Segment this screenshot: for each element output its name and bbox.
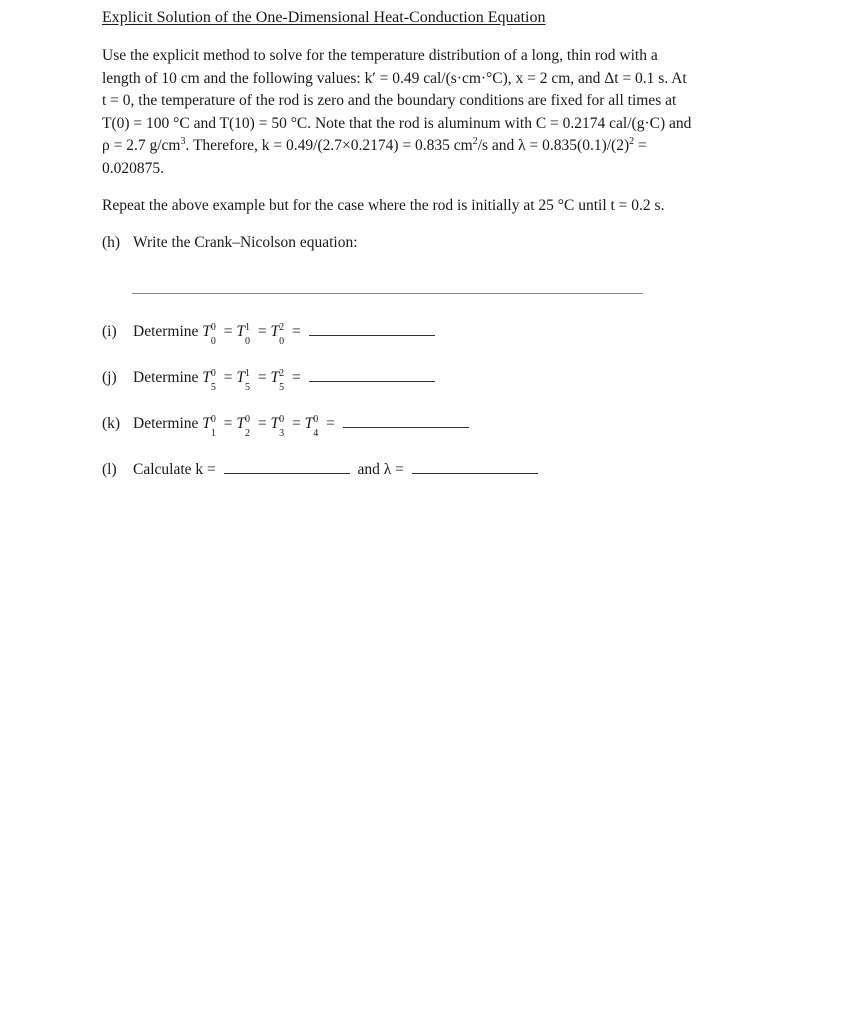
equals-sign: = — [219, 369, 237, 386]
equals-sign: = — [254, 323, 271, 340]
temperature-symbol: T — [202, 415, 211, 432]
question-i-label: (i) — [102, 323, 117, 340]
statement-line-2: length of 10 cm and the following values: k′ = 0.49 cal/(s·cm·°C), x = 2 cm, and Δt = 0.1 s. At — [102, 69, 687, 87]
question-j-equation — [202, 368, 301, 393]
question-i — [102, 321, 435, 347]
time-space-index: 0 0 — [210, 322, 216, 347]
equals-sign: = — [288, 415, 305, 432]
problem-statement — [102, 45, 743, 180]
temperature-symbol: T — [236, 415, 246, 432]
question-h-text: Write the Crank–Nicolson equation: — [133, 234, 358, 251]
time-space-index: 1 0 — [245, 322, 251, 347]
answer-blank-lambda-value[interactable] — [412, 459, 538, 474]
answer-blank-j[interactable] — [309, 367, 435, 382]
question-k — [102, 413, 469, 439]
time-space-index: 0 3 — [279, 414, 285, 439]
temperature-symbol: T — [270, 415, 280, 432]
equals-sign: = — [322, 415, 335, 432]
temperature-symbol: T — [236, 369, 246, 386]
question-l-text: Calculate k = — [133, 461, 216, 478]
page-title: Explicit Solution of the One-Dimensional Heat-Conduction Equation — [102, 9, 546, 26]
equals-sign: = — [288, 369, 301, 386]
question-k-label: (k) — [102, 415, 121, 432]
question-j-label: (j) — [102, 369, 117, 386]
question-k-equation — [202, 414, 335, 439]
temperature-symbol: T — [270, 369, 280, 386]
question-i-equation — [202, 322, 301, 347]
statement-line-6: 0.020875. — [102, 159, 164, 177]
answer-blank-k-value[interactable] — [224, 459, 350, 474]
equals-sign: = — [254, 369, 271, 386]
answer-line-h[interactable] — [132, 293, 643, 294]
statement-line-5: ρ = 2.7 $g/cm^3$. Therefore, k = 0.49/(2.7×0.2174) = 0.835 $cm^2/s$ and $\lambda = 0.835(0.1)/(2)^2$ = — [102, 135, 647, 154]
question-l-label: (l) — [102, 461, 117, 478]
time-space-index: 0 1 — [210, 414, 216, 439]
time-space-index: 0 2 — [245, 414, 251, 439]
time-space-index: 0 5 — [210, 368, 216, 393]
statement-line-1: Use the explicit method to solve for the temperature distribution of a long, thin rod with a — [102, 47, 658, 64]
repeat-instruction: Repeat the above example but for the case where the rod is initially at 25 °C until t = 0.2 s. — [102, 197, 665, 214]
temperature-symbol: T — [270, 323, 280, 340]
time-space-index: 2 5 — [279, 368, 285, 393]
temperature-symbol: T — [202, 369, 211, 386]
question-l-lambda-text: and λ = — [357, 461, 404, 478]
question-l — [102, 459, 538, 481]
time-space-index: 0 4 — [313, 414, 319, 439]
answer-blank-i[interactable] — [309, 321, 435, 336]
temperature-symbol: T — [236, 323, 246, 340]
statement-line-3: t = 0, the temperature of the rod is zero and the boundary conditions are fixed for all times at — [102, 92, 677, 109]
temperature-symbol: T — [202, 323, 211, 340]
time-space-index: 2 0 — [279, 322, 285, 347]
question-i-text: Determine — [133, 323, 199, 340]
equals-sign: = — [288, 323, 301, 340]
temperature-symbol: T — [304, 415, 314, 432]
question-k-text: Determine — [133, 415, 199, 432]
question-j-text: Determine — [133, 369, 199, 386]
question-j — [102, 367, 435, 393]
equals-sign: = — [219, 415, 237, 432]
equals-sign: = — [254, 415, 271, 432]
answer-blank-k[interactable] — [343, 413, 469, 428]
equals-sign: = — [219, 323, 237, 340]
statement-line-4: T(0) = 100 °C and T(10) = 50 °C. Note that the rod is aluminum with C = 0.2174 cal/(g·C) and — [102, 114, 692, 132]
time-space-index: 1 5 — [245, 368, 251, 393]
question-h-label: (h) — [102, 234, 121, 251]
question-h — [102, 232, 358, 254]
